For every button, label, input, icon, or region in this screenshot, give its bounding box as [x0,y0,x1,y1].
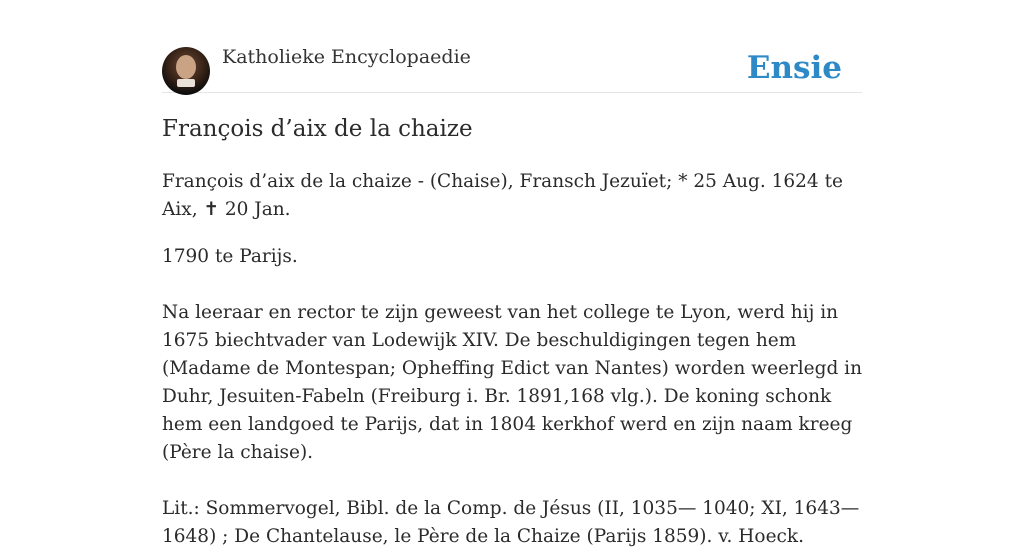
avatar-face [176,55,196,79]
site-header [162,44,862,93]
site-name-link[interactable]: Katholieke Encyclopaedie [222,46,471,68]
page-title: François d’aix de la chaize [162,116,473,142]
brand-logo-link[interactable]: Ensie [746,50,842,86]
article-paragraph: Lit.: Sommervogel, Bibl. de la Comp. de Jésus (II, 1035— 1040; XI, 1643—1648) ; De Chantelause, le Père de la Chaize (Parijs 1859). v. Hoeck. [162,498,860,547]
article-paragraph: Na leeraar en rector te zijn geweest van het college te Lyon, werd hij in 1675 biechtvader van Lodewijk XIV. De beschuldigingen tegen hem (Madame de Montespan; Opheffing Edict van Nantes) worden weerlegd in Duhr, Jesuiten-Fabeln (Freiburg i. Br. 1891,168 vlg.). De koning schonk hem een landgoed te Parijs, dat in 1804 kerkhof werd en zijn naam kreeg (Père la chaise). [162,302,863,463]
portrait-avatar-icon[interactable] [162,47,210,95]
article-paragraph: 1790 te Parijs. [162,246,298,267]
avatar-collar [177,79,195,87]
article-body [162,168,862,551]
article-paragraph: François d’aix de la chaize - (Chaise), Fransch Jezuïet; * 25 Aug. 1624 te Aix, ✝ 20 Jan. [162,171,843,220]
